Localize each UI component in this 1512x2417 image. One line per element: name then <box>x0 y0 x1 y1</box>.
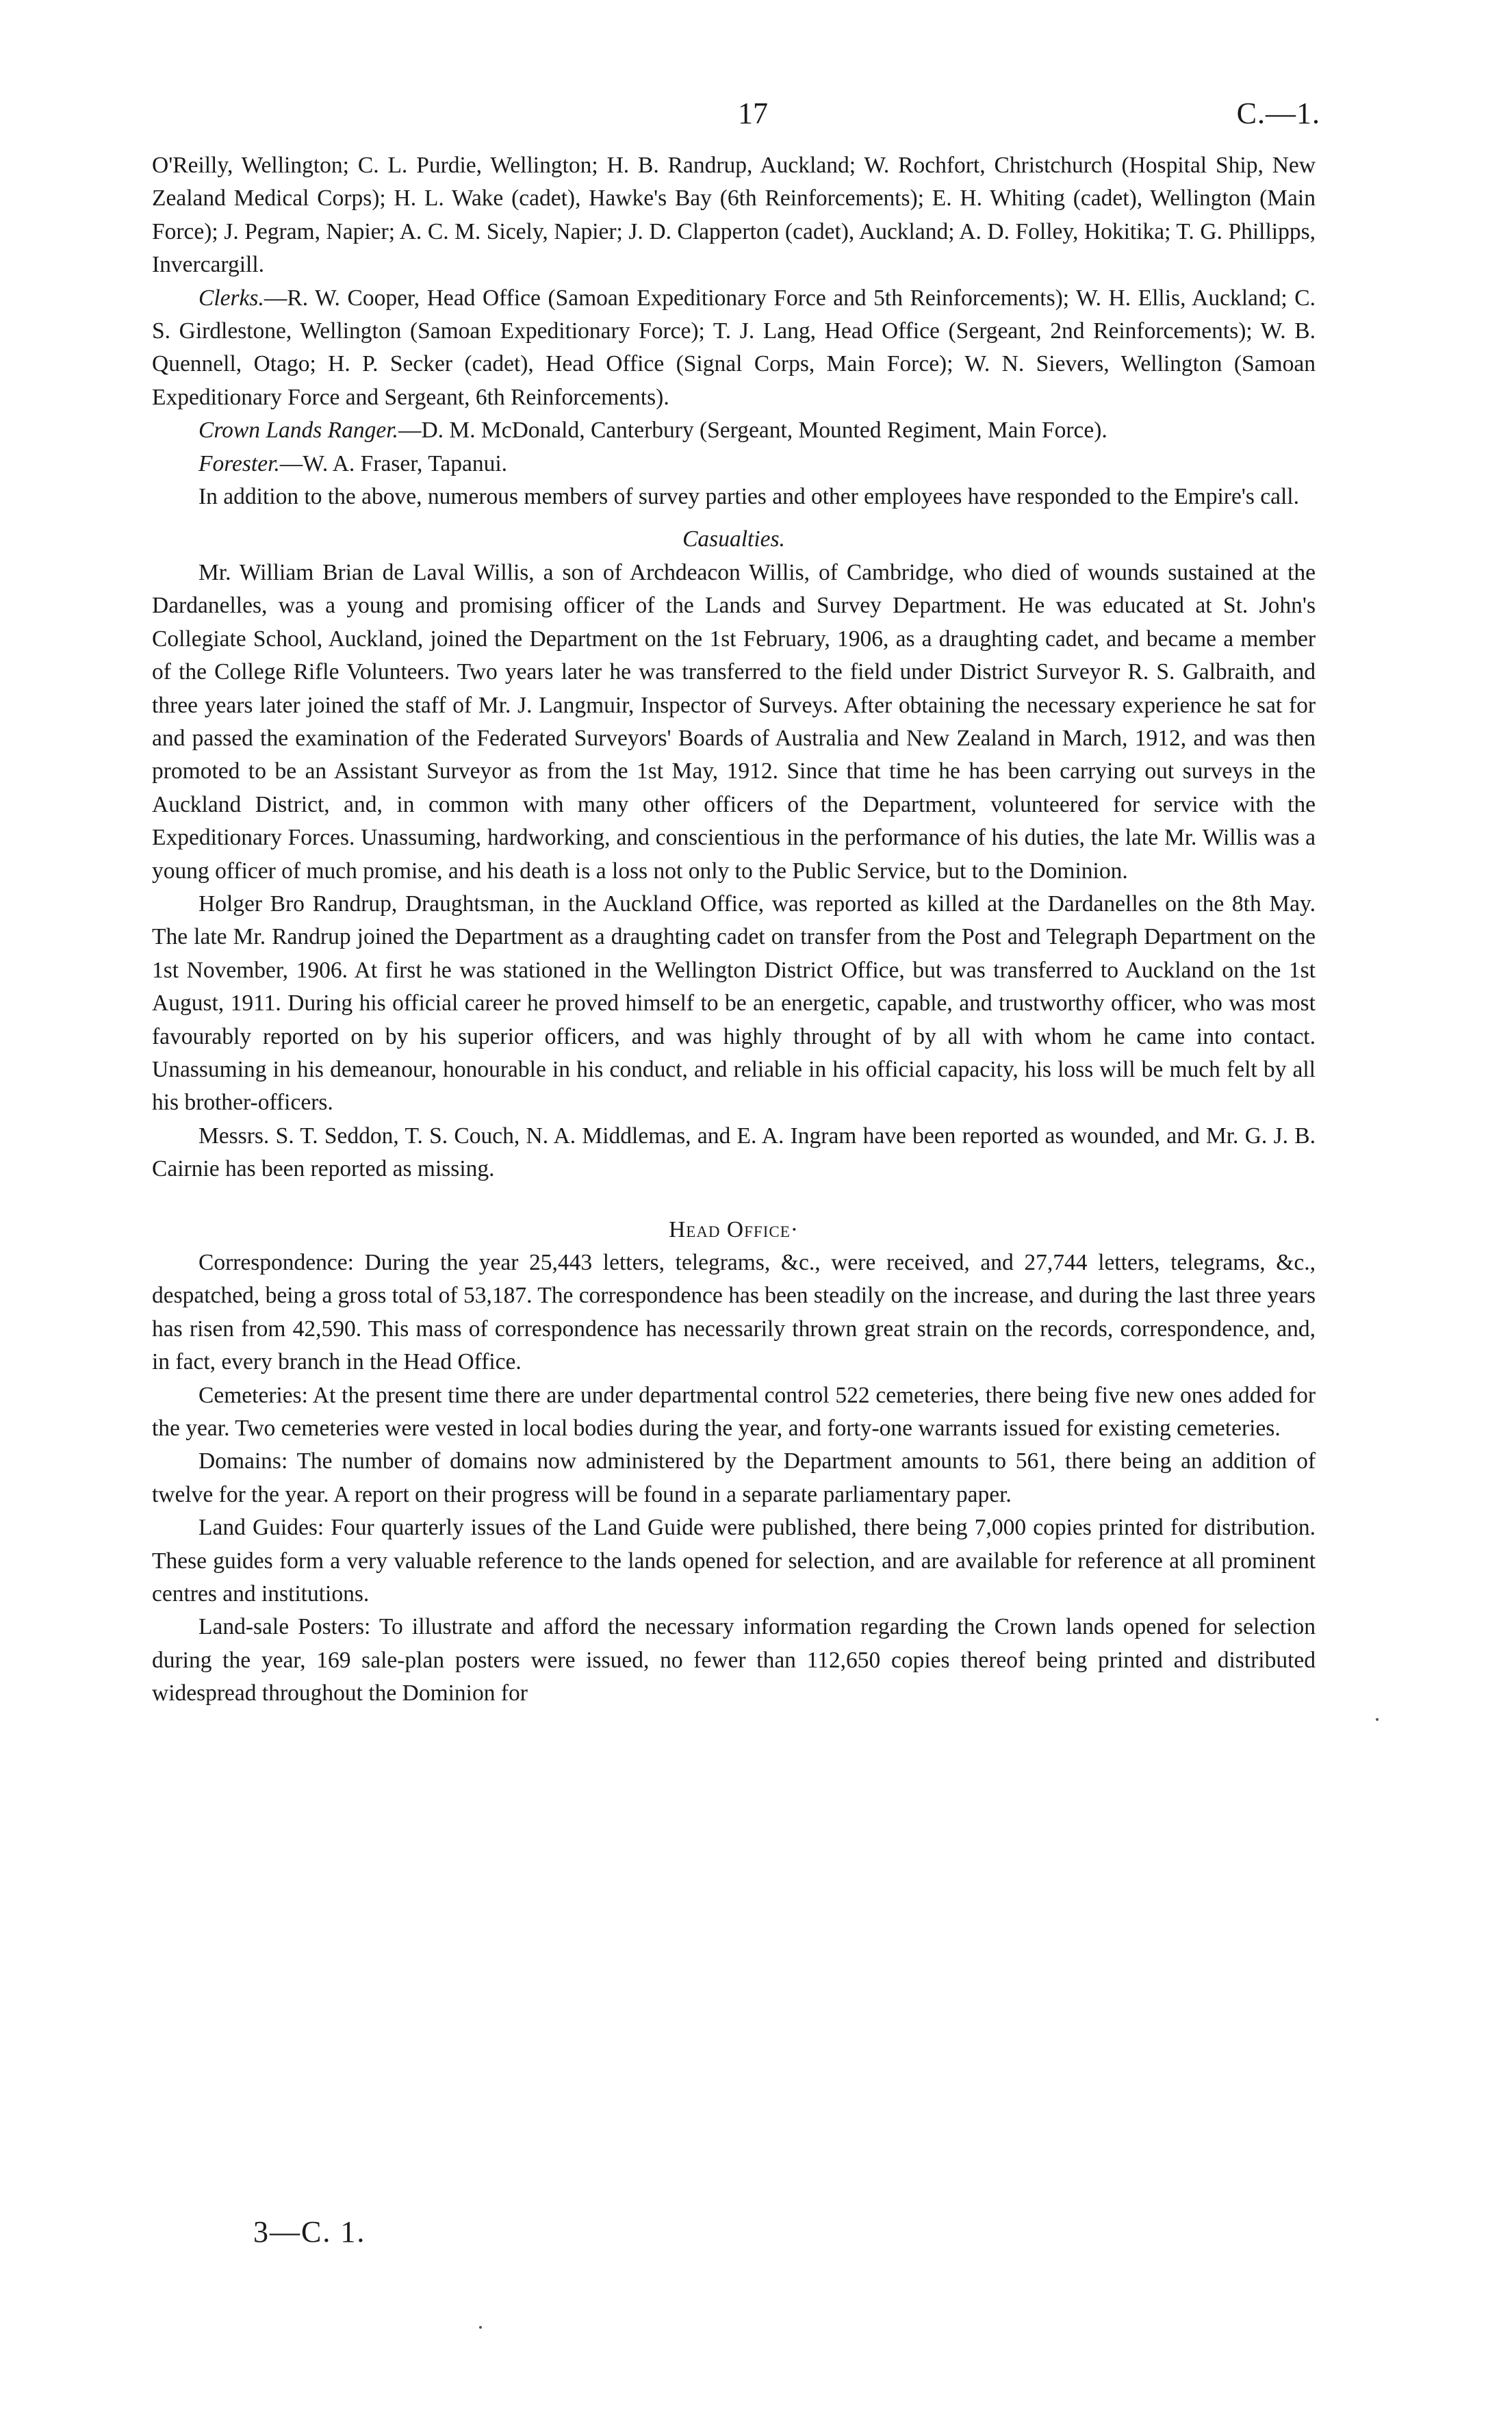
paragraph-cemeteries: Cemeteries: At the present time there are under departmental control 522 cemeteries, there being five new ones added for the year. Two cemeteries were vested in local bodies during the year, and forty-one warrants issued for existing cemeteries. <box>152 1382 1316 1442</box>
paragraph-crown-lands-ranger <box>152 414 1316 447</box>
paragraph-wounded: Messrs. S. T. Seddon, T. S. Couch, N. A. Middlemas, and E. A. Ingram have been reported as wounded, and Mr. G. J. B. Cairnie has been reported as missing. <box>152 1123 1316 1182</box>
forester-lead: Forester. <box>198 450 280 476</box>
paragraph-domains: Domains: The number of domains now administered by the Department amounts to 561, there being an addition of twelve for the year. A report on their progress will be found in a separate parliamentary paper. <box>152 1448 1316 1507</box>
ranger-lead: Crown Lands Ranger. <box>198 418 398 444</box>
document-reference: C.—1. <box>1236 97 1320 130</box>
page-number: 17 <box>738 97 768 130</box>
casualties-heading: Casualties. <box>682 526 785 552</box>
page-body <box>152 149 1316 1711</box>
clerks-lead: Clerks. <box>198 285 264 311</box>
paragraph-willis: Mr. William Brian de Laval Willis, a son of Archdeacon Willis, of Cambridge, who died of wounds sustained at the Dardanelles, was a young and promising officer of the Lands and Survey Department. He was educated at St. John's Collegiate School, Auckland, joined the Department on the 1st February, 1906, as a draughting cadet, and became a member of the College Rifle Volunteers. Two years later he was transferred to the field under District Surveyor R. S. Galbraith, and three years later joined the staff of Mr. J. Langmuir, Inspector of Surveys. After obtaining the necessary experience he sat for and passed the examination of the Federated Surveyors' Boards of Australia and New Zealand in March, 1912, and was then promoted to be an Assistant Surveyor as from the 1st May, 1912. Since that time he has been carrying out surveys in the Auckland District, and, in common with many other officers of the Department, volunteered for service with the Expeditionary Forces. Unassuming, hardworking, and conscientious in the performance of his duties, the late Mr. Willis was a young officer of much promise, and his death is a loss not only to the Public Service, but to the Dominion. <box>152 559 1316 884</box>
paragraph-correspondence: Correspondence: During the year 25,443 letters, telegrams, &c., were received, and 27,744 letters, telegrams, &c., despatched, being a gross total of 53,187. The correspondence has been steadily on the increase, and during the last three years has risen from 42,590. This mass of correspondence has necessarily thrown great strain on the records, correspondence, and, in fact, every branch in the Head Office. <box>152 1250 1316 1375</box>
scan-speck <box>1376 1718 1379 1721</box>
paragraph-randrup: Holger Bro Randrup, Draughtsman, in the Auckland Office, was reported as killed at the Dardanelles on the 8th May. The late Mr. Randrup joined the Department as a draughting cadet on transfer from the Post and Telegraph Department on the 1st November, 1906. At first he was stationed in the Wellington District Office, but was transferred to Auckland on the 1st August, 1911. During his official career he proved himself to be an energetic, capable, and trustworthy officer, who was most favourably reported on by his superior officers, and was highly throught of by all with whom he came into contact. Unassuming in his demeanour, honourable in his conduct, and reliable in his official capacity, his loss will be much felt by all his brother-officers. <box>152 891 1316 1116</box>
paragraph-clerks <box>152 282 1316 415</box>
paragraph-forester <box>152 448 1316 481</box>
head-office-heading: Head Office· <box>669 1216 799 1242</box>
paragraph-addition: In addition to the above, numerous members of survey parties and other employees have responded to the Empire's call. <box>198 484 1299 510</box>
paragraph-land-sale-posters: Land-sale Posters: To illustrate and afford the necessary information regarding the Crown lands opened for selection during the year, 169 sale-plan posters were issued, no fewer than 112,650 copies thereof being printed and distributed widespread throughout the Dominion for <box>152 1614 1316 1706</box>
ranger-text: —D. M. McDonald, Canterbury (Sergeant, Mounted Regiment, Main Force). <box>398 418 1107 444</box>
forester-text: —W. A. Fraser, Tapanui. <box>279 450 507 476</box>
footer-signature: 3—C. 1. <box>253 2215 366 2249</box>
paragraph-enlisted-list: O'Reilly, Wellington; C. L. Purdie, Wellington; H. B. Randrup, Auckland; W. Rochfort, Christchurch (Hospital Ship, New Zealand Medical Corps); H. L. Wake (cadet), Hawke's Bay (6th Reinforcements); E. H. Whiting (cadet), Wellington (Main Force); J. Pegram, Napier; A. C. M. Sicely, Napier; J. D. Clapperton (cadet), Auckland; A. D. Folley, Hokitika; T. G. Phillipps, Invercargill. <box>152 153 1316 278</box>
clerks-text: —R. W. Cooper, Head Office (Samoan Expeditionary Force and 5th Reinforcements); W. H. Ellis, Auckland; C. S. Girdlestone, Wellington (Samoan Expeditionary Force); T. J. Lang, Head Office (Sergeant, 2nd Reinforcements); W. B. Quennell, Otago; H. P. Secker (cadet), Head Office (Signal Corps, Main Force); W. N. Sievers, Wellington (Samoan Expeditionary Force and Sergeant, 6th Reinforcements). <box>152 285 1316 410</box>
scan-speck <box>479 2326 482 2329</box>
paragraph-land-guides: Land Guides: Four quarterly issues of the Land Guide were published, there being 7,000 copies printed for distribution. These guides form a very valuable reference to the lands opened for selection, and are available for reference at all prominent centres and institutions. <box>152 1515 1316 1607</box>
